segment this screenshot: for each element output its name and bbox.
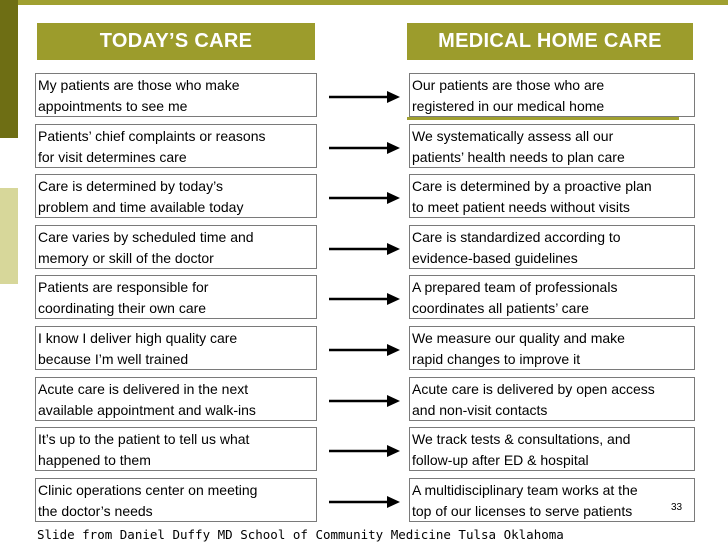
page-number: 33 — [671, 502, 683, 513]
arrow-icon — [327, 394, 401, 408]
sidebar-block-white — [0, 284, 18, 546]
footer-credit: Slide from Daniel Duffy MD School of Community Medicine Tulsa Oklahoma — [37, 527, 564, 542]
item-line: Acute care is delivered by open access — [412, 381, 655, 397]
item-line: to meet patient needs without visits — [412, 199, 630, 215]
medical-home-item — [409, 478, 695, 522]
medical-home-item — [409, 124, 695, 168]
item-line: top of our licenses to serve patients — [412, 503, 633, 519]
arrow-icon — [327, 343, 401, 357]
todays-care-item — [35, 275, 317, 319]
item-line: Care is determined by today’s — [38, 178, 223, 194]
item-line: follow-up after ED & hospital — [412, 452, 589, 468]
item-line: Clinic operations center on meeting — [38, 482, 258, 498]
todays-care-item — [35, 225, 317, 269]
medical-home-item — [409, 174, 695, 218]
medical-home-item — [409, 73, 695, 117]
item-line: It’s up to the patient to tell us what — [38, 431, 250, 447]
medical-home-item — [409, 377, 695, 421]
item-line: happened to them — [38, 452, 151, 468]
sidebar-block-light — [0, 188, 18, 284]
arrow-icon — [327, 242, 401, 256]
item-line: memory or skill of the doctor — [38, 250, 214, 266]
header-medical-home-care: MEDICAL HOME CARE — [407, 23, 693, 60]
item-line: Care is determined by a proactive plan — [412, 178, 652, 194]
item-line: problem and time available today — [38, 199, 244, 215]
sidebar-block-gap — [0, 138, 18, 188]
item-line: coordinating their own care — [38, 300, 207, 316]
arrow-icon — [327, 495, 401, 509]
item-line: Care is standardized according to — [412, 229, 621, 245]
medical-home-item — [409, 326, 695, 370]
item-line: We measure our quality and make — [412, 330, 625, 346]
arrow-icon — [327, 191, 401, 205]
item-line: Acute care is delivered in the next — [38, 381, 249, 397]
item-line: available appointment and walk-ins — [38, 402, 256, 418]
item-line: We systematically assess all our — [412, 128, 614, 144]
item-line: for visit determines care — [38, 149, 187, 165]
item-line: and non-visit contacts — [412, 402, 548, 418]
item-line: registered in our medical home — [412, 98, 605, 114]
item-line: A multidisciplinary team works at the — [412, 482, 638, 498]
item-line: A prepared team of professionals — [412, 279, 618, 295]
item-line: I know I deliver high quality care — [38, 330, 238, 346]
todays-care-item — [35, 326, 317, 370]
sidebar-block-dark — [0, 0, 18, 138]
item-line: My patients are those who make — [38, 77, 240, 93]
item-line: because I’m well trained — [38, 351, 189, 367]
todays-care-item — [35, 174, 317, 218]
item-line: rapid changes to improve it — [412, 351, 581, 367]
arrow-icon — [327, 444, 401, 458]
medical-home-item — [409, 225, 695, 269]
header-todays-care: TODAY’S CARE — [37, 23, 315, 60]
arrow-icon — [327, 292, 401, 306]
item-line: Patients are responsible for — [38, 279, 209, 295]
item-line: evidence-based guidelines — [412, 250, 578, 266]
medical-home-item — [409, 427, 695, 471]
item-line: Care varies by scheduled time and — [38, 229, 254, 245]
item-line: the doctor’s needs — [38, 503, 153, 519]
todays-care-item — [35, 427, 317, 471]
todays-care-item — [35, 377, 317, 421]
todays-care-item — [35, 124, 317, 168]
item-line: coordinates all patients’ care — [412, 300, 589, 316]
top-accent-line — [0, 0, 728, 5]
item-line: Our patients are those who are — [412, 77, 605, 93]
todays-care-item — [35, 73, 317, 117]
item-line: We track tests & consultations, and — [412, 431, 631, 447]
item-line: Patients’ chief complaints or reasons — [38, 128, 266, 144]
todays-care-item — [35, 478, 317, 522]
medical-home-item — [409, 275, 695, 319]
arrow-icon — [327, 90, 401, 104]
item-line: appointments to see me — [38, 98, 188, 114]
arrow-icon — [327, 141, 401, 155]
accent-rule — [407, 117, 679, 120]
item-line: patients’ health needs to plan care — [412, 149, 625, 165]
sidebar-decoration — [0, 0, 18, 546]
